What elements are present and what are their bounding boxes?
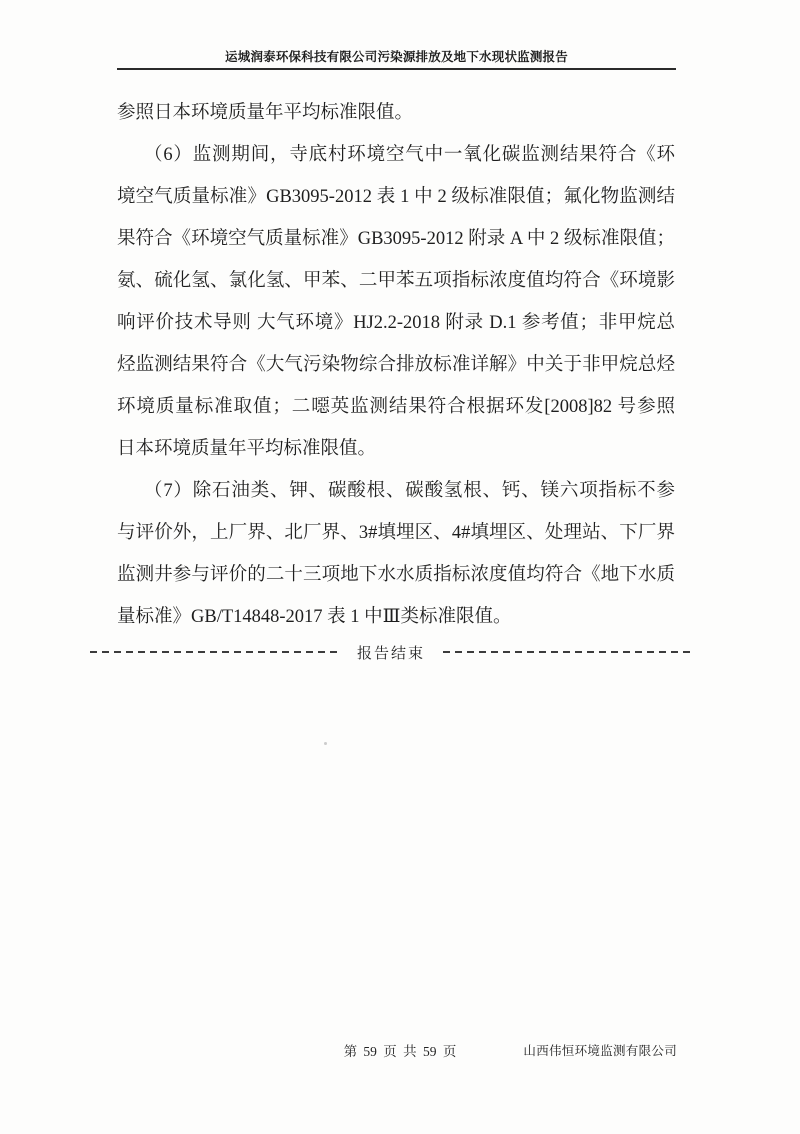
body-line: （7）除石油类、钾、碳酸根、碳酸氢根、钙、镁六项指标不参 — [144, 481, 675, 501]
body-line: 果符合《环境空气质量标准》GB3095-2012 附录 A 中 2 级标准限值； — [117, 229, 675, 249]
body-line: 量标准》GB/T14848-2017 表 1 中Ⅲ类标准限值。 — [117, 607, 512, 627]
body-line: 环境质量标准取值；二噁英监测结果符合根据环发[2008]82 号参照 — [117, 397, 675, 417]
body-line: 氨、硫化氢、氯化氢、甲苯、二甲苯五项指标浓度值均符合《环境影 — [117, 271, 675, 291]
body-text — [117, 92, 675, 638]
dash-rule-left — [90, 651, 339, 654]
body-line: 监测井参与评价的二十三项地下水水质指标浓度值均符合《地下水质 — [117, 565, 675, 585]
header-rule — [117, 68, 676, 70]
body-line: 境空气质量标准》GB3095-2012 表 1 中 2 级标准限值；氟化物监测结 — [117, 187, 675, 207]
scan-artifact-dot — [324, 742, 327, 745]
body-line: 响评价技术导则 大气环境》HJ2.2-2018 附录 D.1 参考值；非甲烷总 — [117, 313, 675, 333]
page-number: 第 59 页 共 59 页 — [343, 1044, 457, 1059]
report-end-label: 报告结束 — [357, 645, 426, 662]
body-line: 参照日本环境质量年平均标准限值。 — [117, 103, 414, 123]
report-end-marker — [90, 640, 692, 664]
body-line: 日本环境质量年平均标准限值。 — [117, 439, 377, 459]
body-line: 与评价外，上厂界、北厂界、3#填埋区、4#填埋区、处理站、下厂界 — [117, 523, 675, 543]
footer-company-name: 山西伟恒环境监测有限公司 — [523, 1044, 677, 1058]
page-footer — [0, 1040, 800, 1060]
body-line: （6）监测期间，寺底村环境空气中一氧化碳监测结果符合《环 — [144, 145, 675, 165]
body-line: 烃监测结果符合《大气污染物综合排放标准详解》中关于非甲烷总烃 — [117, 355, 675, 375]
dash-rule-right — [443, 651, 692, 654]
header-title: 运城润泰环保科技有限公司污染源排放及地下水现状监测报告 — [225, 50, 568, 64]
